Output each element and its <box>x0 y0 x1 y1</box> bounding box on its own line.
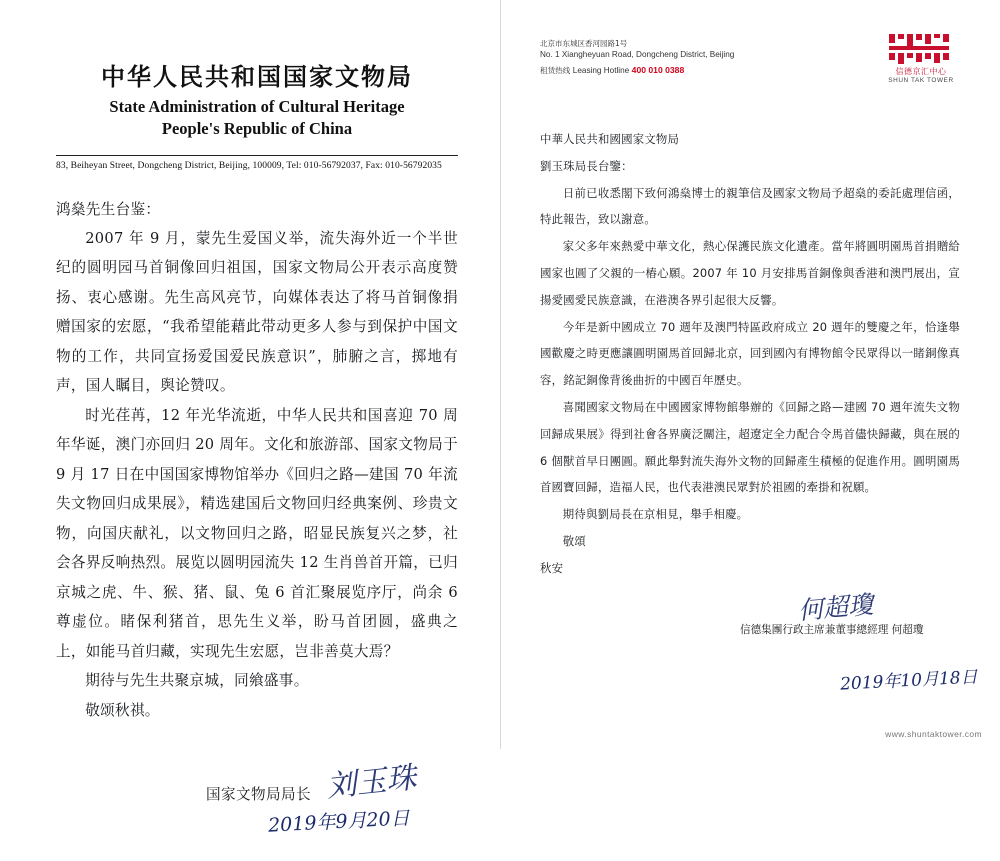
left-handwritten-date: 2019年9月20日 <box>267 807 411 837</box>
left-salutation: 鸿燊先生台鉴： <box>56 200 161 218</box>
hotline-number: 400 010 0388 <box>631 64 685 75</box>
left-handwritten-signature: 刘玉珠 <box>324 760 418 805</box>
letterhead-divider <box>56 155 458 156</box>
right-signature-block <box>540 588 979 708</box>
left-signature-block <box>56 751 458 861</box>
left-signer-title: 国家文物局局长 <box>206 785 311 803</box>
right-paragraph-2: 家父多年來熱愛中華文化，熱心保護民族文化遺產。當年將圓明園馬首捐贈給國家也圓了父親的一樁心願。2007 年 10 月安排馬首銅像與香港和澳門展出，宣揚愛國愛民族意識，在港澳各界引起很大反響。 <box>540 239 960 307</box>
right-paragraph-1: 日前已收悉閣下致何鴻燊博士的親筆信及國家文物局予超燊的委託處理信函，特此報告，致以謝意。 <box>540 185 960 227</box>
logo-mark-icon <box>889 34 953 64</box>
right-salutation: 劉玉珠局長台鑒： <box>540 158 633 173</box>
right-letter-body <box>540 126 960 582</box>
right-closing-2: 秋安 <box>540 560 564 575</box>
org-name-en-line1: State Administration of Cultural Heritage <box>109 97 405 116</box>
left-paragraph-3: 期待与先生共聚京城，同飨盛事。 <box>85 672 309 690</box>
right-paragraph-5: 期待與劉局長在京相見，舉手相慶。 <box>562 507 749 522</box>
left-paragraph-1: 2007 年 9 月，蒙先生爱国义举，流失海外近一个半世纪的圆明园马首铜像回归祖国，国家文物局公开表示高度赞扬、衷心感谢。先生高风亮节，向媒体表达了将马首铜像捐赠国家的宏愿，“我希望能藉此带动更多人参与到保护中国文物的工作，共同宣扬爱国爱民族意识”，肺腑之言，掷地有声，国人瞩目，舆论赞叹。 <box>56 230 458 395</box>
left-letter-body <box>56 195 458 725</box>
hotline-label-en: Leasing Hotline <box>572 65 630 75</box>
hotline-label-cn: 租赁热线 <box>540 65 571 75</box>
left-paragraph-4: 敬颂秋祺。 <box>85 701 160 719</box>
left-letterhead <box>56 62 458 141</box>
right-letter <box>500 0 1000 749</box>
right-paragraph-3: 今年是新中國成立 70 週年及澳門特區政府成立 20 週年的雙慶之年，恰逢舉國歡慶之時更應讓圓明園馬首回歸北京，回到國內有博物館令民眾得以一睹銅像真容，銘記銅像背後曲折的中國百年歷史。 <box>540 319 960 388</box>
right-address-cn: 北京市东城区香河园路1号 <box>540 39 628 48</box>
logo-name-cn: 信德京汇中心 <box>895 67 947 76</box>
right-letterhead <box>540 38 960 100</box>
shun-tak-logo <box>882 34 960 84</box>
left-paragraph-2: 时光荏苒，12 年光华流逝，中华人民共和国喜迎 70 周年华诞，澳门亦回归 20 周年。文化和旅游部、国家文物局于 9 月 17 日在中国国家博物馆举办《回归之路—建国 70 年流失文物回归成果展》，精选建国后文物回归经典案例、珍贵文物，向国庆献礼，以文物回归之路，昭显民族复兴之梦，社会各界反响热烈。展览以圆明园流失 12 生肖兽首开篇，已归京城之虎、牛、猴、猪、鼠、兔 6 首汇聚展览序厅，尚余 6 尊虚位。睹保利猪首，思先生义举，盼马首团圆，盛典之上，如能马首归藏，实现先生宏愿，岂非善莫大焉？ <box>56 406 458 660</box>
left-letter <box>0 0 500 837</box>
right-closing-1: 敬頌 <box>562 533 586 548</box>
org-name-en-line2: People's Republic of China <box>161 119 353 139</box>
letterhead-address: 83, Beiheyan Street, Dongcheng District, Beijing, 100009, Tel: 010-56792037, Fax: 010-56792035 <box>56 160 442 171</box>
right-handwritten-date: 2019年10月18日 <box>839 666 979 695</box>
right-address-en: No. 1 Xiangheyuan Road, Dongcheng District, Beijing <box>540 50 735 60</box>
right-recipient-org: 中華人民共和國國家文物局 <box>540 132 680 146</box>
org-name-cn: 中华人民共和国国家文物局 <box>101 62 413 91</box>
footer-website-url: www.shuntaktower.com <box>885 729 982 739</box>
right-paragraph-4: 喜聞國家文物局在中國國家博物館舉辦的《回歸之路—建國 70 週年流失文物回歸成果展》得到社會各界廣泛關注，超遼定全力配合令馬首儘快歸藏，與在展的 6 個獸首早日團圓。願此舉對流失海外文物的回歸產生積極的促進作用。圓明園馬首國寶回歸，造福人民，也代表港澳民眾對於祖國的牽掛和祝願。 <box>540 399 960 495</box>
logo-name-en: SHUN TAK TOWER <box>888 77 954 84</box>
right-handwritten-signature: 何超瓊 <box>797 589 875 625</box>
right-signer-title: 信德集團行政主席兼董事總經理 何超瓊 <box>740 623 924 636</box>
